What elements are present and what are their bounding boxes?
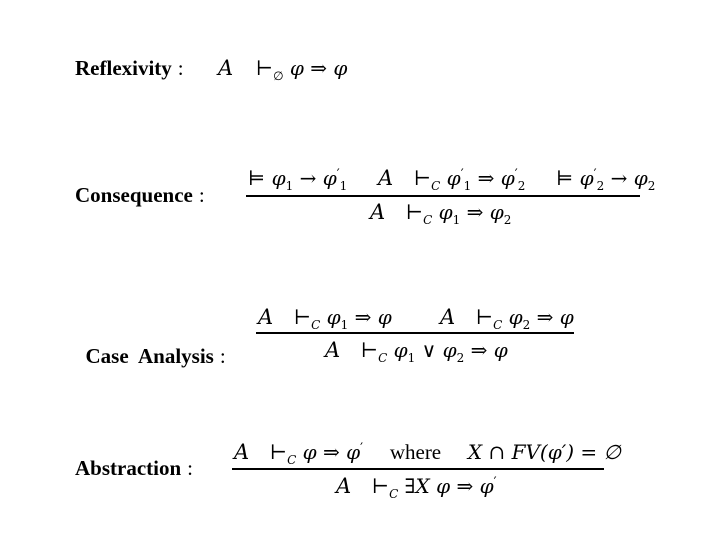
existential-quantifier: ∃X	[404, 474, 430, 498]
formula: φ	[436, 474, 451, 498]
precondition: φ	[289, 56, 304, 80]
turnstile-subscript: C	[287, 453, 297, 467]
formula: φ	[500, 166, 515, 190]
turnstile-symbol: ⊢	[475, 305, 494, 329]
subscript: 2	[456, 351, 465, 365]
rule-colon: :	[219, 344, 226, 368]
case-analysis-premise-2	[440, 305, 574, 332]
context-symbol: A	[258, 305, 274, 329]
where-keyword: where	[389, 440, 442, 464]
subscript: 1	[339, 179, 348, 193]
implies-arrow: ⇒	[354, 305, 372, 329]
turnstile-subscript: C	[423, 213, 433, 227]
rule-name-text: Abstraction	[75, 456, 182, 480]
abstraction-premise	[234, 440, 621, 467]
turnstile-symbol: ⊢	[413, 166, 432, 190]
context-symbol: A	[336, 474, 352, 498]
turnstile-subscript: ∅	[273, 69, 284, 83]
inference-line	[232, 468, 604, 470]
formula: φ	[489, 200, 504, 224]
context-symbol: A	[440, 305, 456, 329]
prime: ′	[460, 167, 464, 182]
reflexivity-axiom	[218, 56, 347, 83]
rule-name-text: Case Analysis	[85, 344, 214, 368]
prime: ′	[336, 167, 340, 182]
models-symbol: ⊨	[248, 166, 266, 190]
formula: φ	[271, 166, 286, 190]
implication-arrow: →	[610, 166, 628, 190]
case-analysis-premise-1	[258, 305, 392, 332]
premise-entailment-2	[556, 166, 656, 193]
formula: φ	[508, 305, 523, 329]
context-symbol: A	[378, 166, 394, 190]
turnstile-symbol: ⊢	[255, 56, 274, 80]
context-symbol: A	[218, 56, 234, 80]
abstraction-conclusion	[336, 474, 497, 501]
implies-arrow: ⇒	[310, 56, 328, 80]
formula: φ	[393, 338, 408, 362]
turnstile-symbol: ⊢	[360, 338, 379, 362]
inference-line	[246, 195, 640, 197]
rule-name-case-analysis	[75, 319, 226, 369]
implies-arrow: ⇒	[536, 305, 554, 329]
context-symbol: A	[325, 338, 341, 362]
formula: φ	[479, 474, 494, 498]
inference-line	[256, 332, 574, 334]
formula: φ	[322, 166, 337, 190]
context-symbol: A	[370, 200, 386, 224]
models-symbol: ⊨	[556, 166, 574, 190]
prime: ′	[360, 441, 364, 456]
implies-arrow: ⇒	[323, 440, 340, 464]
turnstile-subscript: C	[389, 487, 399, 501]
rule-colon: :	[177, 56, 184, 80]
premise-entailment-1	[248, 166, 354, 193]
implies-arrow: ⇒	[456, 474, 474, 498]
implies-arrow: ⇒	[477, 166, 495, 190]
turnstile-subscript: C	[311, 318, 321, 332]
formula: φ	[446, 166, 461, 190]
subscript: 1	[463, 179, 472, 193]
turnstile-subscript: C	[431, 179, 441, 193]
disjunction-symbol: ∨	[421, 338, 437, 362]
turnstile-symbol: ⊢	[371, 474, 390, 498]
implies-arrow: ⇒	[466, 200, 484, 224]
turnstile-subscript: C	[493, 318, 503, 332]
context-symbol: A	[234, 440, 250, 464]
turnstile-subscript: C	[378, 351, 388, 365]
implies-arrow: ⇒	[470, 338, 488, 362]
prime: ′	[514, 167, 518, 182]
case-analysis-conclusion	[325, 338, 508, 365]
subscript: 1	[340, 318, 349, 332]
formula: φ	[346, 440, 361, 464]
subscript: 1	[452, 213, 461, 227]
subscript: 2	[647, 179, 656, 193]
turnstile-symbol: ⊢	[293, 305, 312, 329]
subscript: 2	[503, 213, 512, 227]
subscript: 1	[285, 179, 294, 193]
consequence-conclusion	[370, 200, 511, 227]
subscript: 2	[522, 318, 531, 332]
premise-judgment	[378, 166, 532, 193]
formula: φ	[493, 338, 508, 362]
rule-name-consequence	[75, 183, 205, 208]
implication-arrow: →	[299, 166, 317, 190]
subscript: 2	[596, 179, 605, 193]
rule-name-text: Reflexivity	[75, 56, 172, 80]
turnstile-symbol: ⊢	[269, 440, 288, 464]
formula: φ	[302, 440, 317, 464]
formula: φ	[559, 305, 574, 329]
rule-colon: :	[187, 456, 194, 480]
rule-name-text: Consequence	[75, 183, 193, 207]
postcondition: φ	[333, 56, 348, 80]
formula: φ	[633, 166, 648, 190]
subscript: 1	[407, 351, 416, 365]
formula: φ	[377, 305, 392, 329]
formula: φ	[579, 166, 594, 190]
rule-name-abstraction	[75, 456, 193, 481]
consequence-premises	[248, 166, 655, 193]
subscript: 2	[517, 179, 526, 193]
prime: ′	[593, 167, 597, 182]
rule-name-reflexivity	[75, 56, 184, 81]
side-condition: X ∩ FV(φ′) = ∅	[467, 440, 621, 464]
turnstile-symbol: ⊢	[405, 200, 424, 224]
formula: φ	[326, 305, 341, 329]
prime: ′	[493, 475, 497, 490]
formula: φ	[442, 338, 457, 362]
rule-colon: :	[198, 183, 205, 207]
formula: φ	[438, 200, 453, 224]
